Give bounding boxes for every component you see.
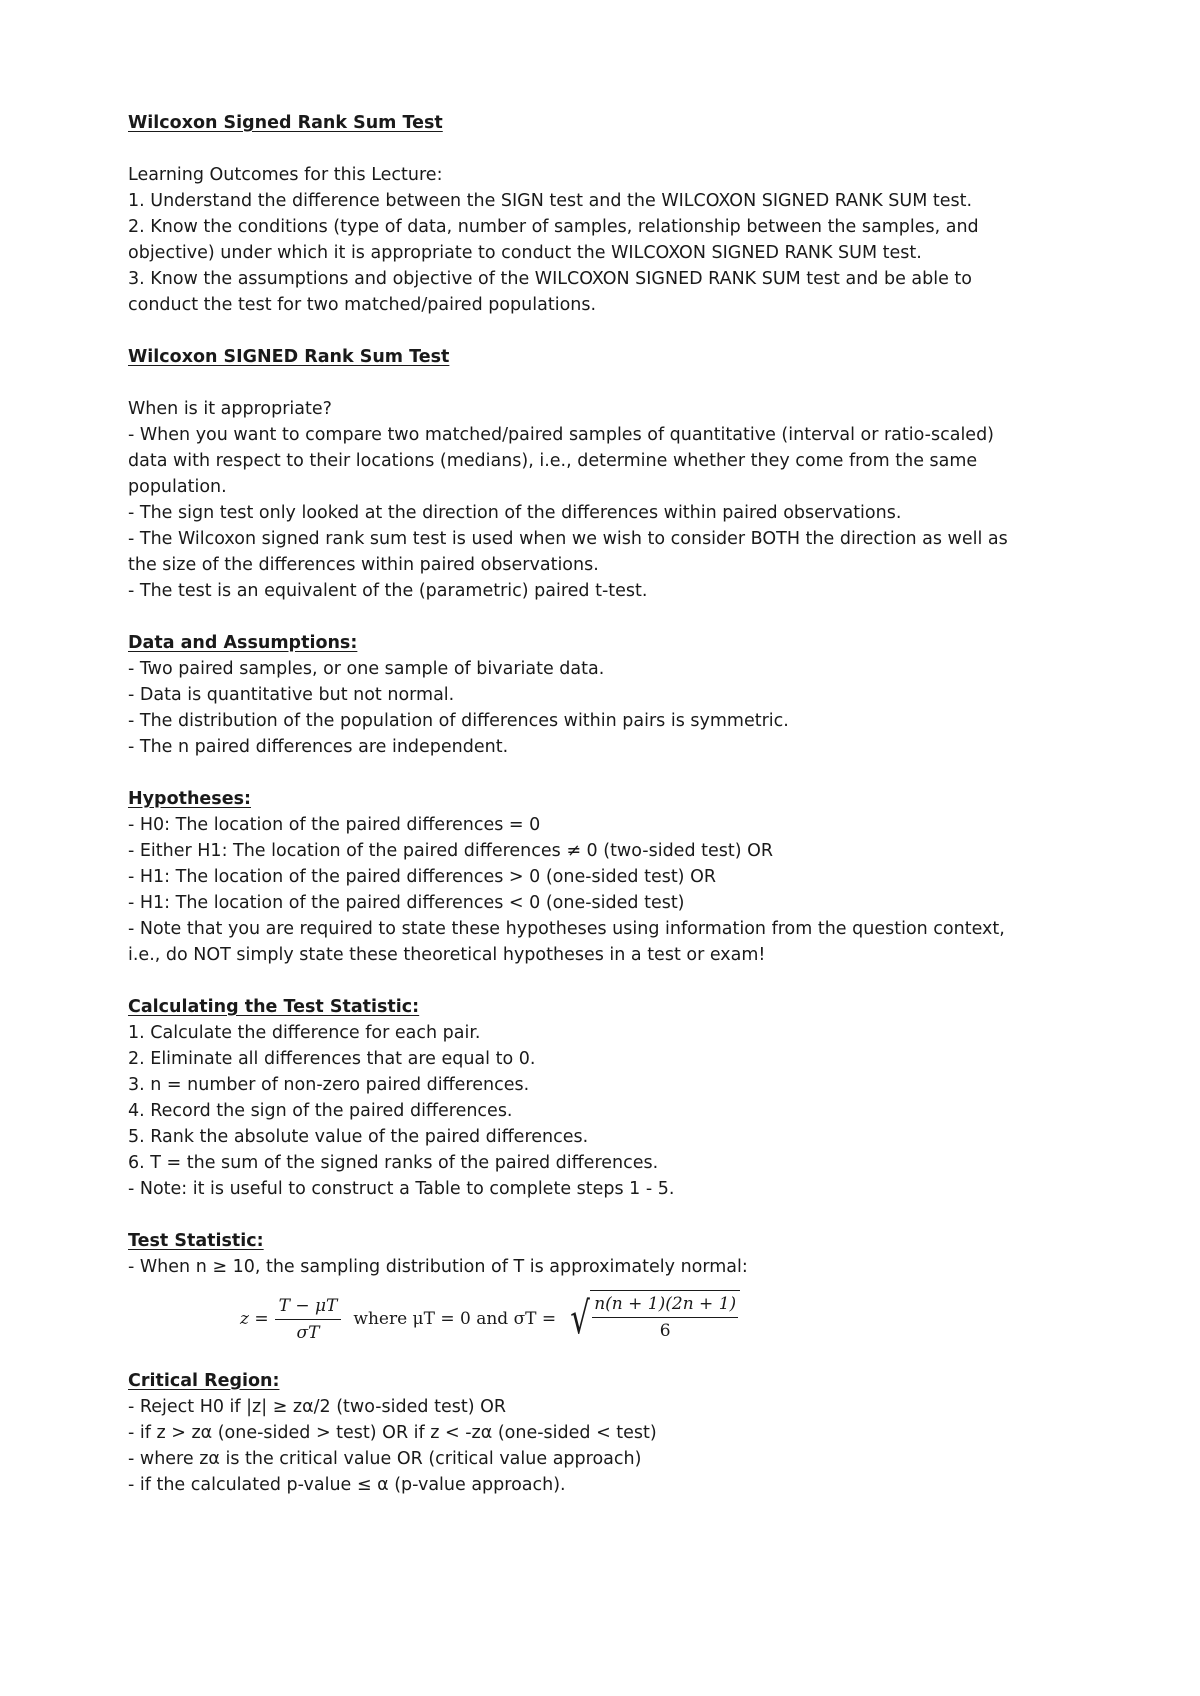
learning-outcome-line: 3. Know the assumptions and objective of the WILCOXON SIGNED RANK SUM test and be able to [128,269,972,289]
body-line: - Note: it is useful to construct a Table to complete steps 1 - 5. [128,1179,675,1199]
critical-region-section [128,1368,1088,1498]
document-title: Wilcoxon Signed Rank Sum Test [128,113,443,133]
body-line: - Either H1: The location of the paired differences ≠ 0 (two-sided test) OR [128,841,774,861]
body-line: - Data is quantitative but not normal. [128,685,455,705]
body-line: 4. Record the sign of the paired differences. [128,1101,513,1121]
body-line: - if the calculated p-value ≤ α (p-value approach). [128,1475,566,1495]
body-line: population. [128,477,227,497]
formula-lhs: z = [240,1309,269,1329]
body-line: - When n ≥ 10, the sampling distribution of T is approximately normal: [128,1257,748,1277]
document-page [128,110,1088,1498]
body-line: - The test is an equivalent of the (parametric) paired t-test. [128,581,648,601]
body-line: 6. T = the sum of the signed ranks of the paired differences. [128,1153,659,1173]
body-line: - Note that you are required to state these hypotheses using information from the question context, [128,919,1005,939]
body-line: - if z > zα (one-sided > test) OR if z < -zα (one-sided < test) [128,1423,657,1443]
section-heading: Calculating the Test Statistic: [128,997,420,1017]
body-line: 3. n = number of non-zero paired differences. [128,1075,530,1095]
radicand-denominator: 6 [659,1321,671,1341]
body-line: - where zα is the critical value OR (critical value approach) [128,1449,642,1469]
data-assumptions-section [128,630,1088,760]
body-line: - H1: The location of the paired differences > 0 (one-sided test) OR [128,867,717,887]
learning-outcomes-intro: Learning Outcomes for this Lecture: [128,165,443,185]
section-heading: Test Statistic: [128,1231,264,1251]
learning-outcome-line: 1. Understand the difference between the SIGN test and the WILCOXON SIGNED RANK SUM test. [128,191,973,211]
body-line: - Two paired samples, or one sample of bivariate data. [128,659,605,679]
section-heading: Data and Assumptions: [128,633,358,653]
body-line: 1. Calculate the difference for each pair. [128,1023,481,1043]
body-line: - The Wilcoxon signed rank sum test is used when we wish to consider BOTH the direction as well as [128,529,1008,549]
body-line: data with respect to their locations (medians), i.e., determine whether they come from the same [128,451,978,471]
radical-sign-icon: √ [570,1293,591,1344]
body-line: - H1: The location of the paired differences < 0 (one-sided test) [128,893,685,913]
formula-numerator: T − μT [275,1295,342,1320]
body-line: - The distribution of the population of differences within pairs is symmetric. [128,711,789,731]
learning-outcomes-section [128,162,1088,318]
section-intro: When is it appropriate? [128,399,332,419]
body-line: - When you want to compare two matched/paired samples of quantitative (interval or ratio-scaled) [128,425,995,445]
formula-square-root [566,1290,740,1348]
body-line: 5. Rank the absolute value of the paired differences. [128,1127,589,1147]
hypotheses-section [128,786,1088,968]
learning-outcome-line: 2. Know the conditions (type of data, number of samples, relationship between the samples, and [128,217,979,237]
body-line: - Reject H0 if |z| ≥ zα/2 (two-sided test) OR [128,1397,507,1417]
z-statistic-formula [240,1286,1088,1352]
body-line: - The sign test only looked at the direction of the differences within paired observations. [128,503,902,523]
body-line: - H0: The location of the paired differences = 0 [128,815,541,835]
radicand-numerator: n(n + 1)(2n + 1) [592,1293,738,1318]
calculating-section [128,994,1088,1202]
section-heading: Wilcoxon SIGNED Rank Sum Test [128,347,450,367]
body-line: - The n paired differences are independent. [128,737,509,757]
body-line: 2. Eliminate all differences that are equal to 0. [128,1049,536,1069]
body-line: i.e., do NOT simply state these theoretical hypotheses in a test or exam! [128,945,766,965]
formula-where-text: where μT = 0 and σT = [353,1309,557,1329]
learning-outcome-line: conduct the test for two matched/paired populations. [128,295,597,315]
section-heading: Hypotheses: [128,789,251,809]
formula-fraction [275,1295,342,1344]
formula-radicand [590,1290,740,1348]
when-appropriate-section [128,344,1088,604]
formula-denominator: σT [296,1322,320,1343]
learning-outcome-line: objective) under which it is appropriate to conduct the WILCOXON SIGNED RANK SUM test. [128,243,922,263]
section-heading: Critical Region: [128,1371,280,1391]
body-line: the size of the differences within paired observations. [128,555,599,575]
test-statistic-section [128,1228,1088,1352]
